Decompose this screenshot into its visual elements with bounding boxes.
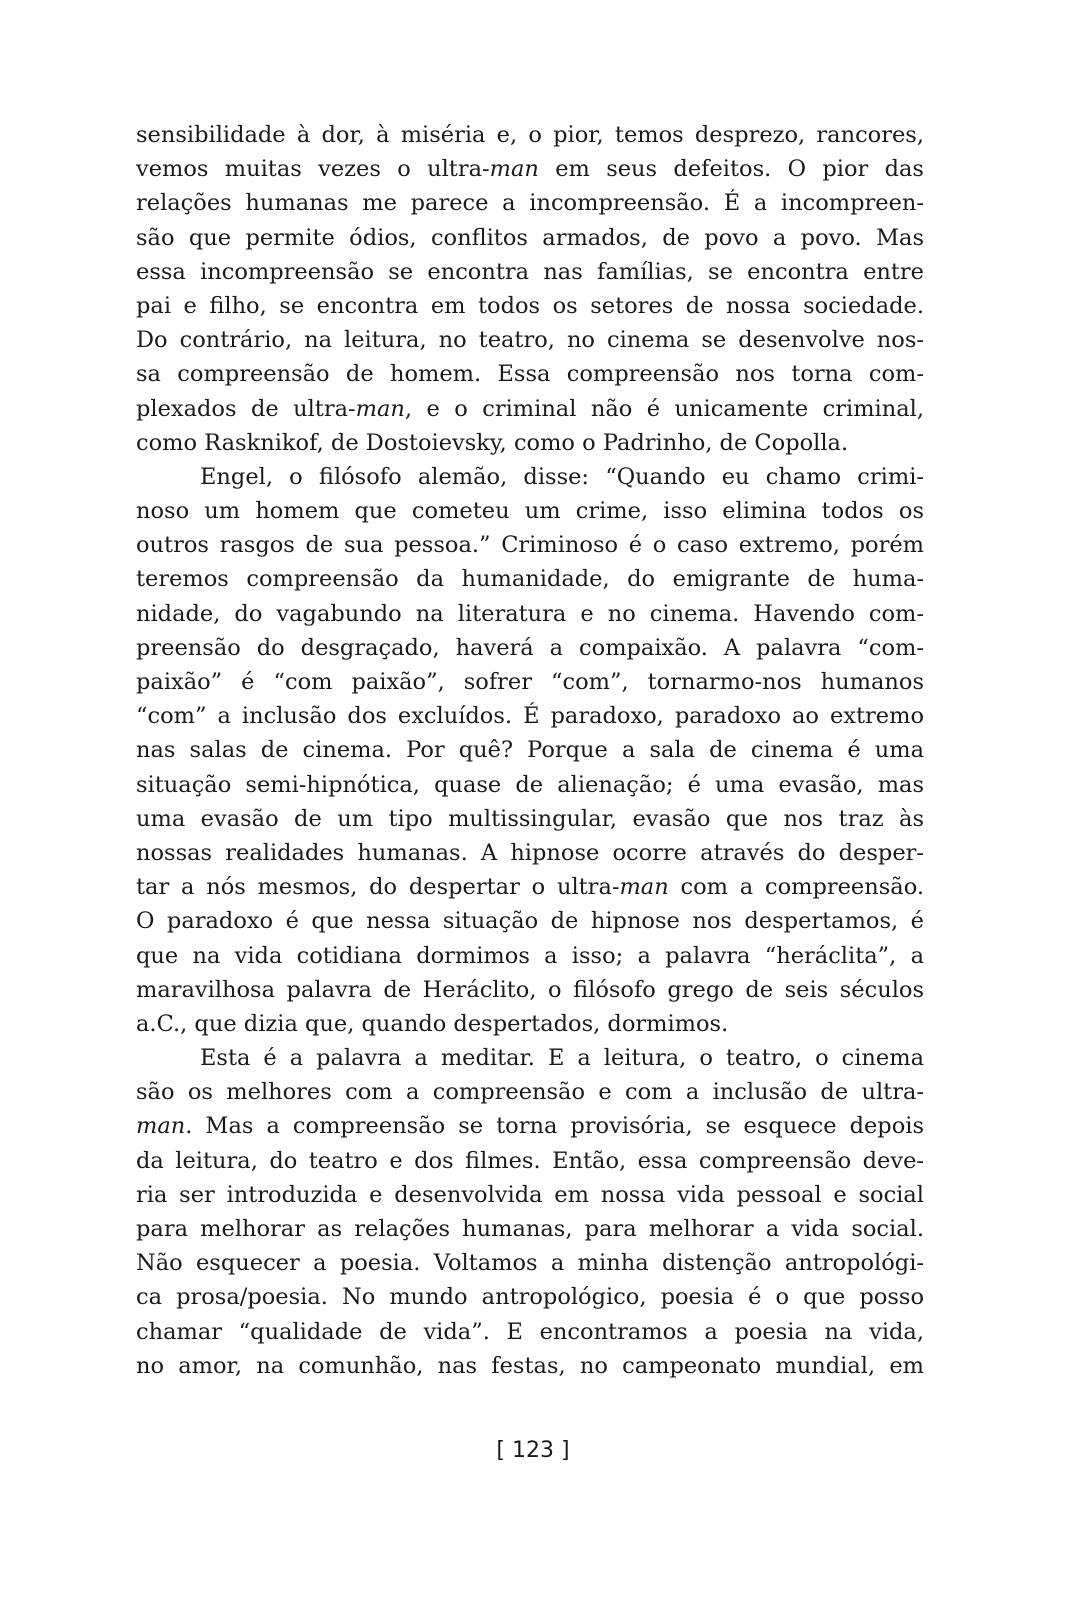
text-line: plexados de ultra-man, e o criminal não é unicamente criminal, (136, 395, 924, 422)
text-line: noso um homem que cometeu um crime, isso elimina todos os (136, 498, 924, 525)
text-line: teremos compreensão da humanidade, do emigrante de huma- (136, 566, 924, 593)
text-line: paixão” é “com paixão”, sofrer “com”, tornarmo-nos humanos (136, 669, 924, 695)
text-line: no amor, na comunhão, nas festas, no campeonato mundial, em (136, 1352, 924, 1379)
text-line: man. Mas a compreensão se torna provisória, se esquece depois (136, 1113, 924, 1140)
text-line: preensão do desgraçado, haverá a compaixão. A palavra “com- (136, 634, 924, 661)
text-line: essa incompreensão se encontra nas famílias, se encontra entre (136, 258, 924, 285)
text-line: Não esquecer a poesia. Voltamos a minha distenção antropológi- (136, 1250, 924, 1277)
text-line: pai e filho, se encontra em todos os setores de nossa sociedade. (136, 292, 924, 319)
text-line: sa compreensão de homem. Essa compreensão nos torna com- (136, 361, 924, 388)
text-line: nossas realidades humanas. A hipnose ocorre através do desper- (136, 839, 924, 866)
text-line: chamar “qualidade de vida”. E encontramos a poesia na vida, (136, 1318, 924, 1345)
text-line: tar a nós mesmos, do despertar o ultra-man com a compreensão. (136, 874, 925, 901)
text-line: são os melhores com a compreensão e com a inclusão de ultra- (136, 1079, 924, 1106)
text-line: da leitura, do teatro e dos filmes. Então, essa compreensão deve- (136, 1147, 924, 1174)
text-line: “com” a inclusão dos excluídos. É paradoxo, paradoxo ao extremo (136, 703, 924, 730)
text-line: Engel, o filósofo alemão, disse: “Quando eu chamo crimi- (200, 463, 924, 490)
text-line: O paradoxo é que nessa situação de hipnose nos despertamos, é (136, 908, 924, 935)
text-line: ca prosa/poesia. No mundo antropológico, poesia é o que posso (136, 1284, 924, 1311)
text-line: nas salas de cinema. Por quê? Porque a sala de cinema é uma (136, 737, 924, 764)
text-line: maravilhosa palavra de Heráclito, o filósofo grego de seis séculos (136, 976, 924, 1003)
text-line: são que permite ódios, conflitos armados, de povo a povo. Mas (136, 224, 924, 251)
text-line: relações humanas me parece a incompreensão. É a incompreen- (136, 190, 924, 217)
text-line: situação semi-hipnótica, quase de alienação; é uma evasão, mas (136, 771, 924, 798)
text-line: uma evasão de um tipo multissingular, evasão que nos traz às (136, 805, 924, 832)
page-number: [ 123 ] (496, 1438, 570, 1463)
text-line: Do contrário, na leitura, no teatro, no cinema se desenvolve nos- (136, 327, 924, 354)
text-line: ria ser introduzida e desenvolvida em nossa vida pessoal e social (136, 1181, 924, 1208)
text-line: vemos muitas vezes o ultra-man em seus defeitos. O pior das (136, 156, 924, 183)
body-text (136, 118, 924, 1383)
text-line: Esta é a palavra a meditar. E a leitura, o teatro, o cinema (200, 1045, 924, 1072)
text-line: a.C., que dizia que, quando despertados, dormimos. (136, 1010, 729, 1037)
text-line: que na vida cotidiana dormimos a isso; a palavra “heráclita”, a (136, 942, 924, 969)
text-line: sensibilidade à dor, à miséria e, o pior, temos desprezo, rancores, (136, 122, 924, 148)
text-line: nidade, do vagabundo na literatura e no cinema. Havendo com- (136, 600, 924, 627)
text-line: outros rasgos de sua pessoa.” Criminoso é o caso extremo, porém (136, 532, 924, 559)
text-line: para melhorar as relações humanas, para melhorar a vida social. (136, 1216, 924, 1242)
text-line: como Rasknikof, de Dostoievsky, como o Padrinho, de Copolla. (136, 429, 849, 456)
